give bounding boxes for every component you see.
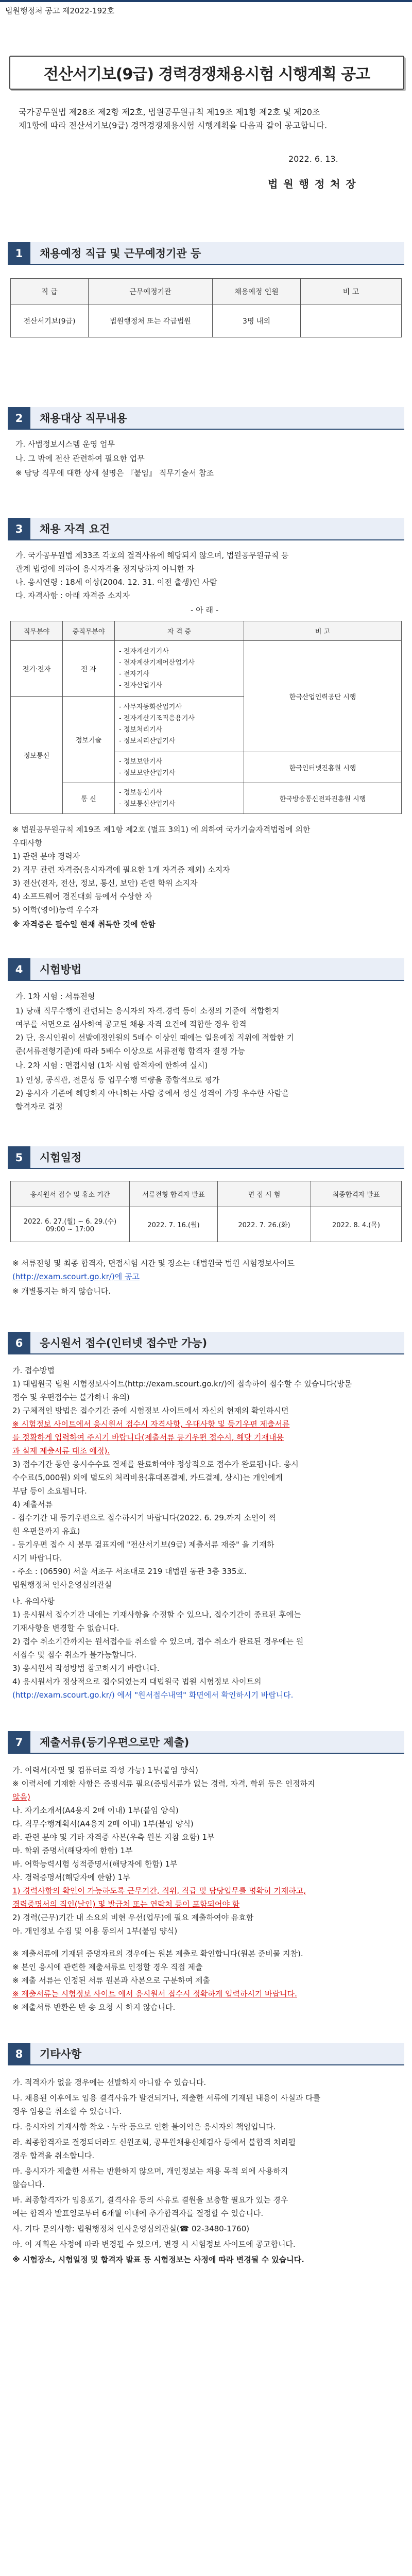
intro-text bbox=[19, 106, 400, 132]
list-item: 4) 응시원서가 정상적으로 접수되었는지 대법원국 법원 시험정보 사이트의 bbox=[12, 1677, 262, 1686]
list-item: 5) 어학(영어)능력 우수자 bbox=[12, 905, 99, 914]
section-title bbox=[30, 407, 404, 430]
list-item: ※ 시험장소, 시험일정 및 합격자 발표 등 시험정보는 사정에 따라 변경될 수 있습니다. bbox=[12, 2255, 304, 2264]
list-item: ※ 법원공무원규칙 제19조 제1항 제2호 (별표 3의1) 에 의하여 국가기술자격법령에 의한 bbox=[12, 825, 311, 834]
table-header: 직 급 bbox=[11, 279, 89, 304]
table-cell: 한국방송통신전파진흥원 시행 bbox=[244, 783, 402, 814]
list-item: 수수료(5,000원) 외에 별도의 처리비용(휴대폰결제, 카드결제, 상시)는 개인에게 bbox=[12, 1473, 283, 1482]
list-item: 가. 접수방법 bbox=[12, 1366, 55, 1375]
list-item: 에는 합격자 발표일로부터 6개월 이내에 추가합격자를 결정할 수 있습니다. bbox=[12, 2209, 264, 2218]
cert-item: - 사무자동화산업기사 bbox=[119, 703, 182, 711]
cert-item: - 전자계산기제어산업기사 bbox=[119, 658, 195, 667]
table-cell bbox=[115, 641, 244, 697]
list-item: ※ 제출서류에 기재된 증명자료의 경우에는 원본 제출로 확인합니다(원본 준비물 지참). bbox=[12, 1949, 303, 1958]
list-item: 2) 접수 취소기간까지는 원서접수를 취소할 수 있으며, 접수 취소가 완료된 경우에는 원 bbox=[12, 1637, 304, 1646]
list-item: 다. 응시자의 기재사항 착오ㆍ누락 등으로 인한 불이익은 응시자의 책임입니다. bbox=[12, 2122, 276, 2131]
list-item: ※ 제출 서류는 인정된 서류 원본과 사본으로 구분하여 제출 bbox=[12, 1976, 210, 1985]
section-title-text: 기타사항 bbox=[40, 2048, 82, 2060]
section-number: 7 bbox=[8, 1731, 30, 1754]
section-1-header bbox=[8, 242, 404, 265]
list-item: 나. 자기소개서(A4용지 2매 이내) 1부(붙임 양식) bbox=[12, 1806, 179, 1815]
cert-item: - 정보처리산업기사 bbox=[119, 737, 176, 745]
section-number: 3 bbox=[8, 518, 30, 540]
below-marker: - 아 래 - bbox=[191, 605, 219, 615]
warning-line: 를 정확하게 입력하여 주시기 바랍니다(제출서류 등기우편 접수시, 해당 기재내용 bbox=[12, 1433, 284, 1442]
list-item: 3) 접수기간 동안 응시수수료 결제를 완료하여야 정상적으로 접수가 완료됩니다. 응시 bbox=[12, 1460, 299, 1469]
cert-item: - 전자계산기기사 bbox=[119, 647, 169, 655]
page-title: 전산서기보(9급) 경력경쟁채용시험 시행계획 공고 bbox=[43, 65, 370, 83]
list-item: - 접수기간 내 등기우편으로 접수하시기 바랍니다(2022. 6. 29.까지 소인이 찍 bbox=[12, 1513, 277, 1522]
certificate-table bbox=[10, 621, 402, 814]
list-item: 바. 어학능력시험 성적증명서(해당자에 한함) 1부 bbox=[12, 1859, 178, 1869]
table-header: 응시원서 접수 및 휴소 기간 bbox=[11, 1181, 130, 1207]
section-title bbox=[30, 1731, 404, 1754]
table-cell: 한국인터넷진흥원 시행 bbox=[244, 752, 402, 783]
list-item: 2) 응시자 기준에 해당하지 아니하는 사람 중에서 성실 성격이 가장 우수한 사람을 bbox=[15, 1089, 289, 1098]
cert-item: - 전자기사 bbox=[119, 670, 150, 678]
section-8-header bbox=[8, 2043, 404, 2065]
list-item: 가. 1차 시험 : 서류전형 bbox=[15, 992, 95, 1001]
list-item: (http://exam.scourt.go.kr/) 에서 "원서접수내역" 화면에서 확인하시기 바랍니다. bbox=[12, 1690, 294, 1700]
table-header: 면 접 시 험 bbox=[218, 1181, 311, 1207]
intro-line: 국가공무원법 제28조 제2항 제2호, 법원공무원규칙 제19조 제1항 제2호 및 제20조 bbox=[19, 107, 320, 117]
table-cell: 2022. 7. 26.(화) bbox=[218, 1207, 311, 1242]
list-item: 라. 관련 분야 및 기타 자격증 사본(우측 원본 지참 요함) 1부 bbox=[12, 1833, 215, 1842]
list-item: 경우 임용을 취소할 수 있습니다. bbox=[12, 2107, 122, 2116]
section-2-header bbox=[8, 407, 404, 430]
list-item: 2) 직무 관련 자격증(응시자격에 필요한 1개 자격증 제외) 소지자 bbox=[12, 865, 230, 874]
warning-line: 않음) bbox=[12, 1792, 30, 1802]
list-item: 4) 소프트웨어 경진대회 등에서 수상한 자 bbox=[12, 892, 152, 901]
list-item: 가. 국가공무원법 제33조 각호의 결격사유에 해당되지 않으며, 법원공무원규칙 등 bbox=[15, 551, 289, 560]
list-item: ※ 서류전형 및 최종 합격자, 면접시험 시간 및 장소는 대법원국 법원 시험정보사이트 bbox=[12, 1259, 295, 1268]
position-table bbox=[10, 278, 402, 337]
section-number: 6 bbox=[8, 1332, 30, 1354]
list-item: 가. 적격자가 없을 경우에는 선발하지 아니할 수 있습니다. bbox=[12, 2078, 207, 2087]
section-title bbox=[30, 958, 404, 981]
list-item: 1) 대법원국 법원 시험정보사이트(http://exam.scourt.go.kr/)에 접속하여 접수할 수 있습니다(방문 bbox=[12, 1379, 352, 1388]
cert-item: - 전자산업기사 bbox=[119, 681, 163, 689]
section-title bbox=[30, 1146, 404, 1169]
section-title-text: 채용 자격 요건 bbox=[40, 523, 110, 535]
section-5-header bbox=[8, 1146, 404, 1169]
list-item: 힌 우편물까지 유효) bbox=[12, 1527, 80, 1536]
section-number: 4 bbox=[8, 958, 30, 981]
table-cell bbox=[115, 752, 244, 783]
list-item: 라. 최종합격자로 결정되더라도 신원조회, 공무원채용신체검사 등에서 불합격 처리될 bbox=[12, 2138, 296, 2147]
list-item: 우대사항 bbox=[12, 838, 42, 848]
list-item: 3) 전산(전자, 전산, 정보, 통신, 보안) 관련 학위 소지자 bbox=[12, 878, 198, 888]
list-item: 4) 제출서류 bbox=[12, 1500, 53, 1509]
list-item bbox=[12, 1777, 315, 1790]
list-item: 서접수 및 접수 취소가 불가능합니다. bbox=[12, 1650, 137, 1659]
table-cell: 3명 내외 bbox=[213, 304, 301, 337]
list-item: - 주소 : (06590) 서울 서초구 서초대로 219 대법원 동관 3층 335호. bbox=[12, 1567, 247, 1576]
list-item: ※ 담당 직무에 대한 상세 설명은 『붙임』 직무기술서 참조 bbox=[15, 468, 214, 478]
list-item: 나. 그 밖에 전산 관련하여 필요한 업무 bbox=[15, 454, 145, 463]
section-title-text: 응시원서 접수(인터넷 접수만 가능) bbox=[40, 1337, 208, 1349]
table-header: 근무예정기관 bbox=[89, 279, 213, 304]
intro-line: 제1항에 따라 전산서기보(9급) 경력경쟁채용시험 시행계획을 다음과 같이 공고합니다. bbox=[19, 121, 328, 130]
list-item: - 등기우편 접수 시 봉투 겉표지에 "전산서기보(9급) 제출서류 재중" 을 기재하 bbox=[12, 1540, 274, 1549]
table-cell: 전산서기보(9급) bbox=[11, 304, 89, 337]
section-number: 2 bbox=[8, 407, 30, 430]
list-item: 2) 구체적인 방법은 접수기간 중에 시험정보 사이트에서 자신의 현재의 확인하시면 bbox=[12, 1406, 289, 1415]
table-cell bbox=[301, 304, 402, 337]
cert-item: - 정보통신기사 bbox=[119, 788, 163, 796]
warning-line: 1) 경력사항의 확인이 가능하도록 근무기간, 직위, 직급 및 담당업무를 명확히 기재하고, bbox=[12, 1886, 306, 1895]
section-title bbox=[30, 1332, 404, 1354]
cert-item: - 정보보안산업기사 bbox=[119, 769, 176, 777]
list-item: 사. 기타 문의사항: 법원행정처 인사운영심의관실(☎ 02-3480-1760) bbox=[12, 2224, 250, 2233]
title-box bbox=[9, 56, 404, 90]
list-item: 않습니다. bbox=[12, 2180, 45, 2189]
table-cell: 정보기술 bbox=[63, 697, 115, 783]
section-title bbox=[30, 518, 404, 540]
cert-item: - 정보처리기사 bbox=[119, 725, 163, 734]
table-header: 비 고 bbox=[244, 621, 402, 641]
section-title-text: 채용예정 직급 및 근무예정기관 등 bbox=[40, 247, 201, 260]
list-item: 바. 최종합격자가 임용포기, 결격사유 등의 사유로 결원을 보충할 필요가 있는 경우 bbox=[12, 2195, 288, 2205]
list-item: ※ 자격증은 필수일 현재 취득한 것에 한함 bbox=[12, 920, 156, 929]
table-cell: 2022. 8. 4.(목) bbox=[311, 1207, 402, 1242]
list-item: 사. 경력증명서(해당자에 한함) 1부 bbox=[12, 1873, 130, 1882]
table-cell: 통 신 bbox=[63, 783, 115, 814]
table-cell bbox=[115, 697, 244, 752]
table-header: 서류전형 합격자 발표 bbox=[130, 1181, 218, 1207]
schedule-table bbox=[10, 1181, 402, 1242]
list-item: 관계 법령에 의하여 응시자격을 정지당하지 아니한 자 bbox=[15, 564, 195, 573]
list-item: ※ 제출서류 반환은 반 송 요청 시 하지 않습니다. bbox=[12, 2003, 176, 2012]
list-item: 아. 개인정보 수집 및 이용 동의서 1부(붙임 양식) bbox=[12, 1926, 178, 1936]
top-rule bbox=[0, 0, 412, 2]
section-title-text: 시험방법 bbox=[40, 963, 82, 976]
warning-line: 경력증명서의 직인(날인) 및 발급처 또는 연락처 등이 포함되어야 함 bbox=[12, 1900, 240, 1909]
warning-line: 과 실제 제출서류 대조 예정). bbox=[12, 1446, 110, 1455]
list-item: 접수 및 우편접수는 불가하니 유의) bbox=[12, 1393, 130, 1402]
list-item: 나. 응시연령 : 18세 이상(2004. 12. 31. 이전 출생)인 사람 bbox=[15, 578, 217, 587]
list-item: 경우 합격을 취소합니다. bbox=[12, 2151, 95, 2160]
warning-line: ※ 제출서류는 시험정보 사이트 에서 응시원서 접수시 정확하게 입력하시기 바랍니다. bbox=[12, 1989, 297, 1998]
list-item: 합격자로 결정 bbox=[15, 1102, 63, 1111]
list-item: 시기 바랍니다. bbox=[12, 1553, 62, 1563]
section-title bbox=[30, 242, 404, 265]
table-header: 직무분야 bbox=[11, 621, 63, 641]
cert-item: - 전자계산기조직응용기사 bbox=[119, 714, 195, 722]
section-7-header bbox=[8, 1731, 404, 1754]
list-item: 2) 경력(근무)기간 내 소요의 비현 우선(업무)에 필요 제출하여야 유효함 bbox=[12, 1913, 254, 1922]
list-item: ※ 본인 응시에 관련한 제출서류로 인정할 경우 직접 제출 bbox=[12, 1962, 203, 1972]
list-item: 2) 단, 응시인원이 선발예정인원의 5배수 이상인 때에는 일용예정 직위에 적합한 기 bbox=[15, 1033, 295, 1042]
notice-number: 법원행정처 공고 제2022-192호 bbox=[5, 6, 115, 15]
warning-line: ※ 시험정보 사이트에서 응시원서 접수시 자격사항, 우대사항 및 등기우편 제출서류 bbox=[12, 1419, 290, 1429]
list-item: 나. 채용된 이후에도 임용 결격사유가 발견되거나, 제출한 서류에 기재된 내용이 사실과 다를 bbox=[12, 2093, 321, 2103]
section-number: 1 bbox=[8, 242, 30, 265]
list-item: 아. 이 계획은 사정에 따라 변경될 수 있으며, 변경 시 시험정보 사이트에 공고합니다. bbox=[12, 2240, 296, 2249]
table-cell: 2022. 7. 16.(월) bbox=[130, 1207, 218, 1242]
cert-item: - 정보보안기사 bbox=[119, 757, 163, 766]
section-title-text: 채용대상 직무내용 bbox=[40, 412, 127, 425]
table-cell: 법원행정처 또는 각급법원 bbox=[89, 304, 213, 337]
list-item: 마. 응시자가 제출한 서류는 반환하지 않으며, 개인정보는 채용 목적 외에 사용하지 bbox=[12, 2166, 288, 2176]
table-header: 최종합격자 발표 bbox=[311, 1181, 402, 1207]
section-3-header bbox=[8, 518, 404, 540]
list-item: 준(서류전형기준)에 따라 5배수 이상으로 서류전형 합격자 결정 가능 bbox=[15, 1046, 245, 1056]
table-cell: 정보통신 bbox=[11, 697, 63, 814]
list-item: 부담 등이 소요됩니다. bbox=[12, 1486, 87, 1496]
list-item: 1) 인성, 공직관, 전문성 등 업무수행 역량을 종합적으로 평가 bbox=[15, 1075, 220, 1084]
table-cell: 2022. 6. 27.(월) ~ 6. 29.(수) 09:00 ~ 17:00 bbox=[11, 1207, 130, 1242]
list-item: 1) 관련 분야 경력자 bbox=[12, 852, 80, 861]
list-item: 다. 직무수행계획서(A4용지 2매 이내) 1부(붙임 양식) bbox=[12, 1819, 194, 1828]
list-item: 1) 응시원서 접수기간 내에는 기재사항을 수정할 수 있으나, 접수기간이 종료된 후에는 bbox=[12, 1610, 301, 1619]
list-item: 마. 학위 증명서(해당자에 한함) 1부 bbox=[12, 1846, 133, 1855]
table-header: 비 고 bbox=[301, 279, 402, 304]
list-item: 가. 이력서(자필 및 컴퓨터로 작성 가능) 1부(붙임 양식) bbox=[12, 1766, 198, 1775]
table-cell bbox=[115, 783, 244, 814]
list-item: 나. 2차 시험 : 면접시험 (1차 시험 합격자에 한하여 실시) bbox=[15, 1061, 208, 1070]
section-4-header bbox=[8, 958, 404, 981]
section-title-text: 시험일정 bbox=[40, 1151, 82, 1164]
exam-site-link[interactable]: (http://exam.scourt.go.kr/)에 공고 bbox=[12, 1272, 140, 1281]
table-cell: 한국산업인력공단 시행 bbox=[244, 641, 402, 752]
list-item: 3) 응시원서 작성방법 참고하시기 바랍니다. bbox=[12, 1664, 160, 1673]
section-number: 5 bbox=[8, 1146, 30, 1169]
list-item: ※ 개별통지는 하지 않습니다. bbox=[12, 1286, 111, 1296]
list-item: 다. 자격사항 : 아래 자격증 소지자 bbox=[15, 591, 130, 600]
section-title bbox=[30, 2043, 404, 2065]
section-number: 8 bbox=[8, 2043, 30, 2065]
list-item: 법원행정처 인사운영심의관실 bbox=[12, 1580, 112, 1589]
list-item-text: ※ 이력서에 기재한 사항은 증빙서류 필요(증빙서류가 없는 경력, 자격, 학위 등은 인정하지 bbox=[12, 1779, 315, 1788]
section-title-text: 제출서류(등기우편으로만 제출) bbox=[40, 1736, 190, 1749]
list-item: 가. 사법정보시스템 운영 업무 bbox=[15, 439, 115, 449]
list-item: 여부를 서면으로 심사하여 공고된 채용 자격 요건에 적합한 경우 합격 bbox=[15, 1020, 247, 1029]
table-header: 자 격 증 bbox=[115, 621, 244, 641]
table-cell: 전기·전자 bbox=[11, 641, 63, 697]
table-header: 채용예정 인원 bbox=[213, 279, 301, 304]
table-cell: 전 자 bbox=[63, 641, 115, 697]
list-item: 1) 당해 직무수행에 관련되는 응시자의 자격․경력 등이 소정의 기준에 적합한지 bbox=[15, 1006, 280, 1015]
intro-date: 2022. 6. 13. bbox=[288, 154, 338, 164]
cert-item: - 정보통신산업기사 bbox=[119, 800, 176, 808]
list-item: 나. 유의사항 bbox=[12, 1597, 55, 1606]
section-6-header bbox=[8, 1332, 404, 1354]
list-item: 기재사항을 변경할 수 없습니다. bbox=[12, 1623, 119, 1633]
table-header: 중직무분야 bbox=[63, 621, 115, 641]
issuer: 법 원 행 정 처 장 bbox=[268, 178, 357, 190]
